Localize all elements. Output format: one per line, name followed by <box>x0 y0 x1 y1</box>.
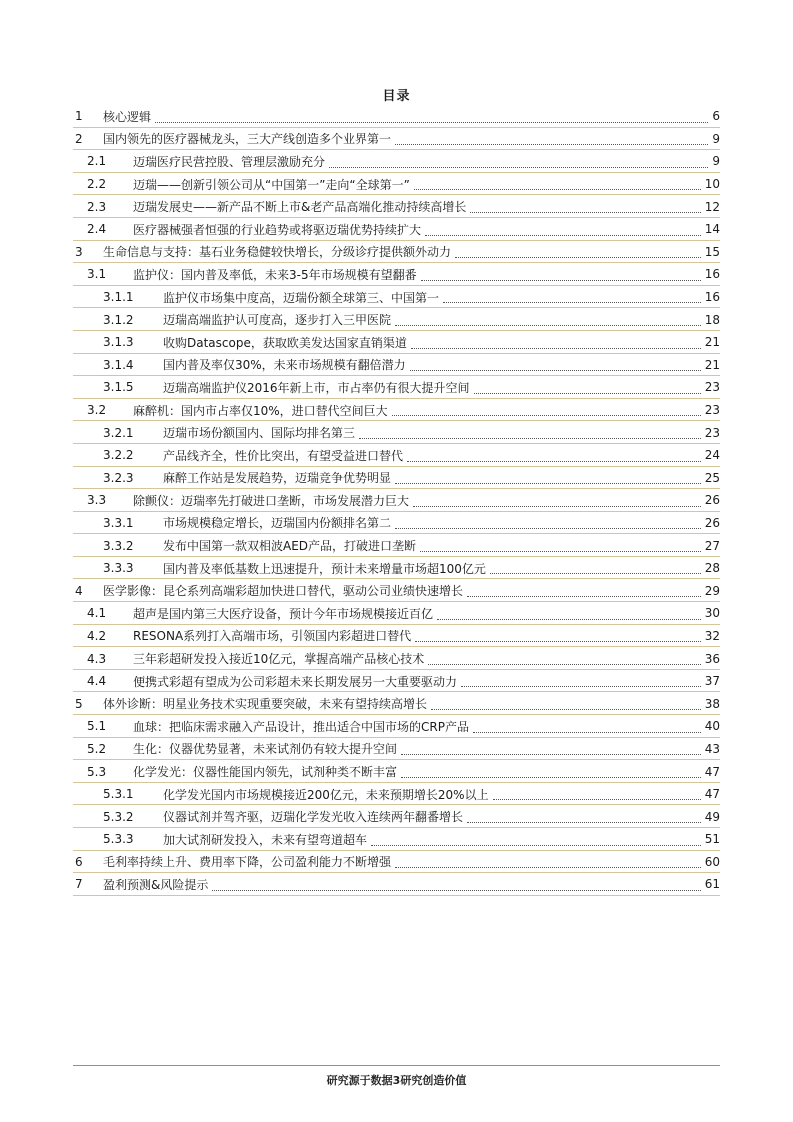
toc-entry-number: 3.1 <box>87 267 107 282</box>
toc-leader-dots <box>414 188 701 190</box>
toc-entry-page: 16 <box>704 290 720 305</box>
toc-leader-dots <box>467 595 701 597</box>
toc-leader-dots <box>474 392 701 394</box>
toc-entry[interactable] <box>73 647 720 670</box>
toc-entry-page: 26 <box>704 493 720 508</box>
toc-entry[interactable] <box>73 692 720 715</box>
toc-leader-dots <box>155 121 708 123</box>
toc-entry-number: 3.2.1 <box>103 425 134 440</box>
toc-entry[interactable] <box>73 263 720 286</box>
toc-entry-number: 5.2 <box>87 741 107 756</box>
toc-entry-label[interactable]: 收购Datascope，获取欧美发达国家直销渠道 <box>163 335 407 350</box>
toc-leader-dots <box>421 279 701 281</box>
toc-entry-page: 47 <box>704 764 720 779</box>
toc-entry-label[interactable]: 便携式彩超有望成为公司彩超未来长期发展另一大重要驱动力 <box>133 674 458 689</box>
toc-entry[interactable] <box>73 150 720 173</box>
toc-entry[interactable] <box>73 376 720 399</box>
toc-entry-label[interactable]: 迈瑞医疗民营控股、管理层激励充分 <box>133 154 326 169</box>
toc-leader-dots <box>473 731 701 733</box>
toc-entry-page: 21 <box>704 357 720 372</box>
toc-entry-number: 3.1.4 <box>103 357 134 372</box>
toc-entry-page: 32 <box>704 628 720 643</box>
toc-entry-page: 18 <box>704 312 720 327</box>
toc-entry-number: 2.1 <box>87 154 107 169</box>
toc-entry[interactable] <box>73 331 720 354</box>
toc-entry[interactable] <box>73 783 720 806</box>
toc-entry[interactable] <box>73 308 720 331</box>
toc-entry-page: 24 <box>704 448 720 463</box>
toc-leader-dots <box>490 572 701 574</box>
toc-entry-page: 60 <box>704 854 720 869</box>
toc-entry-label[interactable]: 国内普及率仅30%，未来市场规模有翻倍潜力 <box>163 358 406 373</box>
toc-leader-dots <box>493 798 701 800</box>
toc-entry[interactable] <box>73 354 720 377</box>
toc-entry-page: 6 <box>712 109 720 124</box>
toc-entry-number: 3.3.1 <box>103 515 134 530</box>
toc-entry[interactable] <box>73 286 720 309</box>
toc-entry[interactable] <box>73 399 720 422</box>
toc-entry-number: 3.3.3 <box>103 561 134 576</box>
toc-entry-label[interactable]: 生命信息与支持：基石业务稳健较快增长，分级诊疗提供额外动力 <box>103 245 452 260</box>
toc-entry-page: 15 <box>704 244 720 259</box>
toc-entry-page: 12 <box>704 199 720 214</box>
toc-entry-number: 2.4 <box>87 222 107 237</box>
toc-entry-label[interactable]: 超声是国内第三大医疗设备，预计今年市场规模接近百亿 <box>133 606 434 621</box>
toc-entry-label[interactable]: 加大试剂研发投入，未来有望弯道超车 <box>163 832 368 847</box>
toc-entry-number: 5 <box>75 696 83 711</box>
toc-entry-label[interactable]: 麻醉机：国内市占率仅10%，进口替代空间巨大 <box>133 403 388 418</box>
toc-entry[interactable] <box>73 805 720 828</box>
toc-entry-number: 5.3 <box>87 764 107 779</box>
toc-entry-number: 2.3 <box>87 199 107 214</box>
toc-entry-label[interactable]: 监护仪市场集中度高，迈瑞份额全球第三、中国第一 <box>163 290 440 305</box>
toc-entry-page: 29 <box>704 583 720 598</box>
toc-entry[interactable] <box>73 557 720 580</box>
toc-entry-number: 5.1 <box>87 719 107 734</box>
toc-entry-page: 28 <box>704 561 720 576</box>
toc-entry-page: 38 <box>704 696 720 711</box>
toc-entry-page: 61 <box>704 877 720 892</box>
toc-leader-dots <box>437 618 701 620</box>
toc-entry-number: 3.2.3 <box>103 470 134 485</box>
toc-entry-label[interactable]: 盈利预测&风险提示 <box>103 877 209 892</box>
toc-leader-dots <box>425 234 701 236</box>
toc-entry-page: 16 <box>704 267 720 282</box>
toc-entry-number: 3.3.2 <box>103 538 134 553</box>
toc-leader-dots <box>395 324 701 326</box>
toc-leader-dots <box>413 505 701 507</box>
toc-entry-number: 3 <box>75 244 83 259</box>
toc-entry-page: 30 <box>704 606 720 621</box>
toc-leader-dots <box>431 708 701 710</box>
toc-entry[interactable] <box>73 444 720 467</box>
toc-entry-label[interactable]: RESONA系列打入高端市场，引领国内彩超进口替代 <box>133 629 412 644</box>
toc-leader-dots <box>461 685 701 687</box>
toc-leader-dots <box>428 663 700 665</box>
toc-entry[interactable] <box>73 534 720 557</box>
toc-entry-number: 4.1 <box>87 606 107 621</box>
toc-entry-page: 9 <box>712 154 720 169</box>
toc-leader-dots <box>395 527 701 529</box>
toc-entry[interactable] <box>73 828 720 851</box>
toc-entry-page: 51 <box>704 832 720 847</box>
toc-entry-label[interactable]: 除颤仪：迈瑞率先打破进口垄断，市场发展潜力巨大 <box>133 493 410 508</box>
toc-entry-page: 9 <box>712 131 720 146</box>
toc-leader-dots <box>395 482 701 484</box>
toc-entry-label[interactable]: 发布中国第一款双相波AED产品，打破进口垄断 <box>163 539 417 554</box>
toc-entry[interactable] <box>73 579 720 602</box>
toc-entry-number: 7 <box>75 877 83 892</box>
toc-entry[interactable] <box>73 602 720 625</box>
toc-entry[interactable] <box>73 421 720 444</box>
toc-entry-number: 6 <box>75 854 83 869</box>
toc-entry-number: 3.1.5 <box>103 380 134 395</box>
toc-entry-number: 4.2 <box>87 628 107 643</box>
toc-entry-page: 47 <box>704 787 720 802</box>
toc-entry-number: 2 <box>75 131 83 146</box>
toc-entry-label[interactable]: 迈瑞市场份额国内、国际均排名第三 <box>163 426 356 441</box>
toc-entry-label[interactable]: 产品线齐全，性价比突出，有望受益进口替代 <box>163 448 404 463</box>
footer-divider <box>73 1065 720 1066</box>
toc-entry-page: 23 <box>704 403 720 418</box>
toc-entry[interactable] <box>73 670 720 693</box>
toc-leader-dots <box>395 143 708 145</box>
toc-entry-page: 10 <box>704 177 720 192</box>
toc-entry-label[interactable]: 化学发光国内市场规模接近200亿元，未来预期增长20%以上 <box>163 787 489 802</box>
toc-entry[interactable] <box>73 195 720 218</box>
toc-leader-dots <box>443 301 701 303</box>
toc-entry-number: 2.2 <box>87 177 107 192</box>
table-of-contents <box>73 105 720 896</box>
toc-entry[interactable] <box>73 851 720 874</box>
toc-entry-page: 25 <box>704 470 720 485</box>
toc-entry-number: 3.1.1 <box>103 290 134 305</box>
toc-leader-dots <box>359 437 701 439</box>
toc-leader-dots <box>212 889 700 891</box>
toc-leader-dots <box>455 256 701 258</box>
toc-entry-number: 4 <box>75 583 83 598</box>
toc-entry-label[interactable]: 国内领先的医疗器械龙头，三大产线创造多个业界第一 <box>103 132 392 147</box>
toc-entry[interactable] <box>73 512 720 535</box>
toc-entry-label[interactable]: 血球：把临床需求融入产品设计，推出适合中国市场的CRP产品 <box>133 719 469 734</box>
toc-entry-page: 14 <box>704 222 720 237</box>
toc-entry-number: 1 <box>75 109 83 124</box>
toc-entry-label[interactable]: 市场规模稳定增长，迈瑞国内份额排名第二 <box>163 516 392 531</box>
toc-entry-label[interactable]: 麻醉工作站是发展趋势，迈瑞竞争优势明显 <box>163 471 392 486</box>
toc-entry-number: 4.4 <box>87 674 107 689</box>
toc-entry[interactable] <box>73 489 720 512</box>
toc-leader-dots <box>329 166 708 168</box>
toc-entry[interactable] <box>73 738 720 761</box>
toc-leader-dots <box>420 550 701 552</box>
toc-entry-page: 40 <box>704 719 720 734</box>
toc-entry[interactable] <box>73 218 720 241</box>
toc-entry[interactable] <box>73 241 720 264</box>
toc-entry-number: 3.2.2 <box>103 448 134 463</box>
toc-entry-label[interactable]: 医疗器械强者恒强的行业趋势或将驱迈瑞优势持续扩大 <box>133 222 422 237</box>
toc-entry-label[interactable]: 迈瑞发展史——新产品不断上市&老产品高端化推动持续高增长 <box>133 200 467 215</box>
toc-entry-page: 49 <box>704 809 720 824</box>
toc-entry-number: 3.3 <box>87 493 107 508</box>
toc-entry-label[interactable]: 国内普及率低基数上迅速提升，预计未来增量市场超100亿元 <box>163 561 486 576</box>
toc-entry[interactable] <box>73 760 720 783</box>
toc-entry-label[interactable]: 监护仪：国内普及率低，未来3-5年市场规模有望翻番 <box>133 267 417 282</box>
toc-entry-label[interactable]: 迈瑞高端监护仪2016年新上市，市占率仍有很大提升空间 <box>163 380 470 395</box>
toc-entry-number: 5.3.3 <box>103 832 134 847</box>
toc-entry-number: 3.1.2 <box>103 312 134 327</box>
toc-leader-dots <box>395 866 701 868</box>
toc-entry-number: 5.3.1 <box>103 787 134 802</box>
toc-entry-label[interactable]: 医学影像：昆仑系列高端彩超加快进口替代，驱动公司业绩快速增长 <box>103 584 464 599</box>
toc-entry-label[interactable]: 化学发光：仪器性能国内领先，试剂种类不断丰富 <box>133 765 398 780</box>
toc-entry[interactable] <box>73 128 720 151</box>
toc-entry-label[interactable]: 迈瑞高端监护认可度高，逐步打入三甲医院 <box>163 313 392 328</box>
toc-entry-number: 4.3 <box>87 651 107 666</box>
toc-leader-dots <box>407 460 701 462</box>
toc-entry[interactable] <box>73 173 720 196</box>
toc-entry-page: 43 <box>704 741 720 756</box>
toc-leader-dots <box>415 640 701 642</box>
toc-leader-dots <box>410 369 701 371</box>
toc-entry-page: 27 <box>704 538 720 553</box>
toc-entry-page: 21 <box>704 335 720 350</box>
toc-entry-page: 26 <box>704 515 720 530</box>
toc-entry[interactable] <box>73 105 720 128</box>
toc-entry[interactable] <box>73 467 720 490</box>
toc-entry-page: 36 <box>704 651 720 666</box>
toc-leader-dots <box>470 211 700 213</box>
toc-leader-dots <box>401 776 701 778</box>
footer-text: 研究源于数据3研究创造价值 <box>326 1074 467 1087</box>
toc-entry[interactable] <box>73 873 720 896</box>
toc-leader-dots <box>392 414 701 416</box>
toc-entry-label[interactable]: 生化：仪器优势显著，未来试剂仍有较大提升空间 <box>133 742 398 757</box>
toc-entry-label[interactable]: 体外诊断：明星业务技术实现重要突破，未来有望持续高增长 <box>103 697 428 712</box>
toc-leader-dots <box>467 821 701 823</box>
toc-title: 目录 <box>382 89 411 104</box>
toc-entry-number: 5.3.2 <box>103 809 134 824</box>
toc-entry-label[interactable]: 核心逻辑 <box>103 109 152 124</box>
toc-entry-page: 23 <box>704 380 720 395</box>
toc-entry-label[interactable]: 三年彩超研发投入接近10亿元，掌握高端产品核心技术 <box>133 652 425 667</box>
toc-entry-label[interactable]: 迈瑞——创新引领公司从“中国第一”走向“全球第一” <box>133 177 410 192</box>
toc-leader-dots <box>371 844 701 846</box>
toc-entry-label[interactable]: 仪器试剂并驾齐驱，迈瑞化学发光收入连续两年翻番增长 <box>163 810 464 825</box>
toc-entry[interactable] <box>73 715 720 738</box>
toc-leader-dots <box>411 347 701 349</box>
toc-leader-dots <box>401 753 701 755</box>
toc-entry-number: 3.1.3 <box>103 335 134 350</box>
toc-entry-number: 3.2 <box>87 403 107 418</box>
toc-entry[interactable] <box>73 625 720 648</box>
toc-entry-page: 37 <box>704 674 720 689</box>
toc-entry-page: 23 <box>704 425 720 440</box>
toc-entry-label[interactable]: 毛利率持续上升、费用率下降，公司盈利能力不断增强 <box>103 855 392 870</box>
